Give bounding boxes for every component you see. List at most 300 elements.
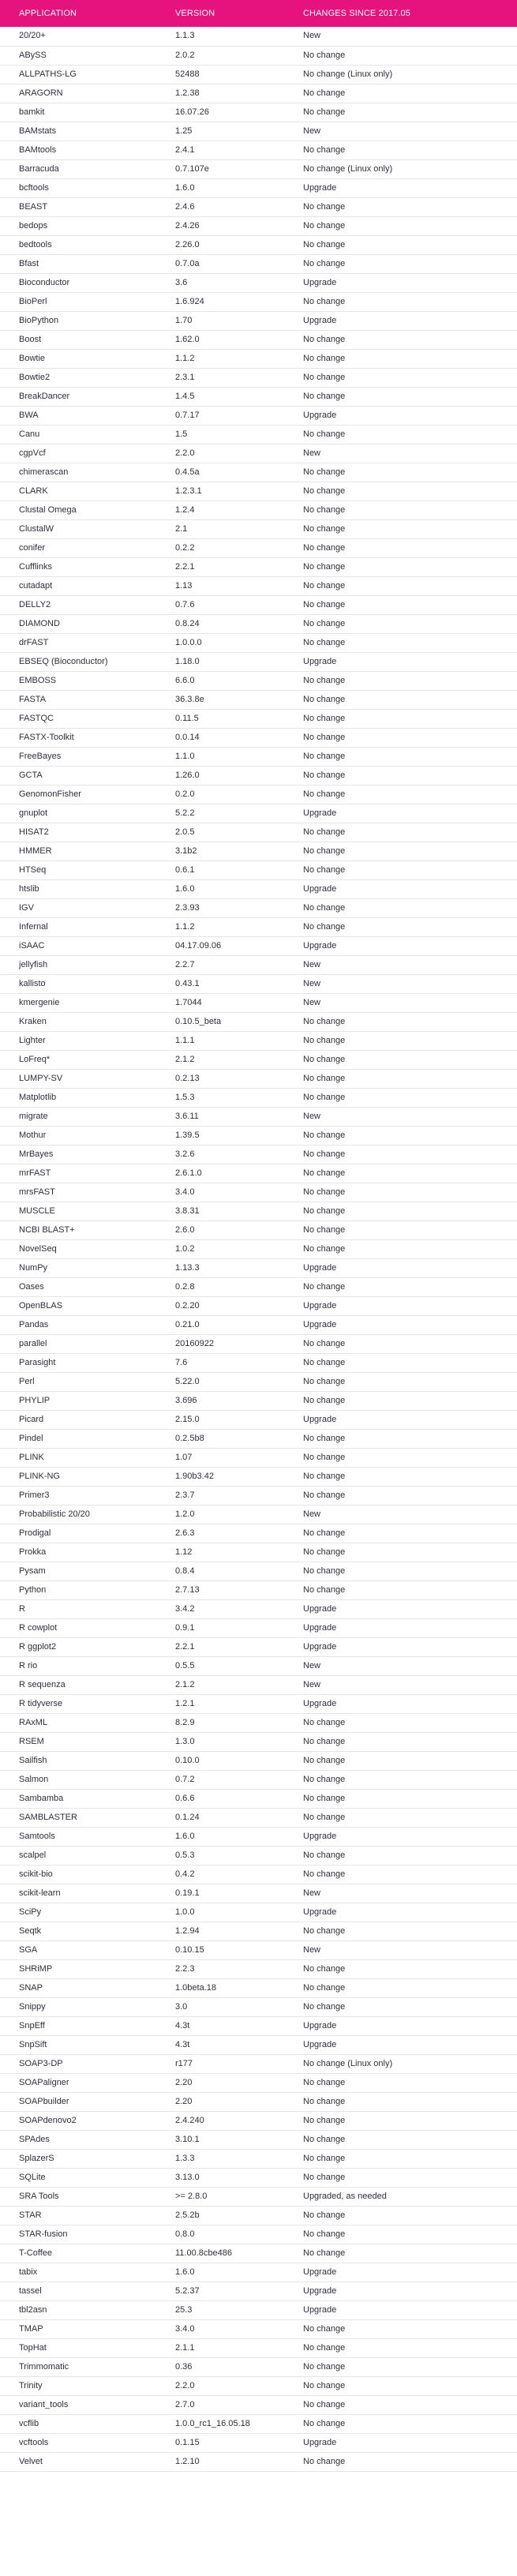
cell-version: 1.2.94: [158, 1922, 286, 1940]
table-row: [0, 2338, 517, 2357]
cell-version: 1.1.3: [158, 27, 286, 46]
cell-version: 0.8.0: [158, 2225, 286, 2244]
cell-application: RSEM: [0, 1732, 158, 1751]
table-row: [0, 936, 517, 955]
cell-version: 1.0.2: [158, 1239, 286, 1258]
table-row: [0, 804, 517, 823]
cell-change: No change: [286, 1770, 517, 1789]
table-row: [0, 1940, 517, 1959]
cell-version: 0.11.5: [158, 709, 286, 728]
cell-application: Trinity: [0, 2376, 158, 2395]
table-row: [0, 1239, 517, 1258]
cell-version: 2.6.3: [158, 1524, 286, 1543]
cell-application: ABySS: [0, 46, 158, 65]
table-row: [0, 159, 517, 178]
table-row: [0, 330, 517, 349]
cell-application: BAMtools: [0, 141, 158, 159]
cell-version: 1.25: [158, 122, 286, 141]
cell-change: No change: [286, 785, 517, 804]
cell-version: 0.21.0: [158, 1315, 286, 1334]
cell-change: No change: [286, 2395, 517, 2414]
cell-version: 5.2.37: [158, 2282, 286, 2300]
cell-change: Upgrade: [286, 311, 517, 330]
cell-change: New: [286, 993, 517, 1012]
cell-version: 3.4.2: [158, 1599, 286, 1618]
table-row: [0, 1410, 517, 1429]
cell-change: No change: [286, 823, 517, 842]
cell-version: 2.6.0: [158, 1221, 286, 1239]
cell-application: Parasight: [0, 1353, 158, 1372]
table-row: [0, 103, 517, 122]
cell-application: 20/20+: [0, 27, 158, 46]
table-row: [0, 879, 517, 898]
table-row: [0, 2111, 517, 2130]
table-row: [0, 898, 517, 917]
cell-application: R cowplot: [0, 1618, 158, 1637]
cell-change: No change: [286, 197, 517, 216]
cell-application: migrate: [0, 1107, 158, 1126]
cell-version: 2.2.3: [158, 1959, 286, 1978]
cell-version: 0.7.2: [158, 1770, 286, 1789]
cell-version: 1.3.3: [158, 2149, 286, 2168]
cell-change: No change: [286, 463, 517, 482]
cell-version: 1.7044: [158, 993, 286, 1012]
cell-version: 4.3t: [158, 2035, 286, 2054]
cell-version: 3.696: [158, 1391, 286, 1410]
cell-change: No change: [286, 1467, 517, 1486]
cell-version: 2.20: [158, 2092, 286, 2111]
cell-application: FASTA: [0, 690, 158, 709]
cell-version: 6.6.0: [158, 671, 286, 690]
cell-application: GCTA: [0, 766, 158, 785]
cell-change: No change: [286, 1164, 517, 1183]
cell-version: 4.3t: [158, 2016, 286, 2035]
cell-application: vcflib: [0, 2414, 158, 2433]
cell-version: 1.2.3.1: [158, 482, 286, 501]
cell-change: No change: [286, 633, 517, 652]
table-row: [0, 1296, 517, 1315]
cell-version: 1.6.0: [158, 178, 286, 197]
cell-version: 3.4.0: [158, 2319, 286, 2338]
cell-version: 0.10.5_beta: [158, 1012, 286, 1031]
cell-application: NCBI BLAST+: [0, 1221, 158, 1239]
table-row: [0, 557, 517, 576]
table-row: [0, 1012, 517, 1031]
cell-version: 2.4.240: [158, 2111, 286, 2130]
cell-application: Bfast: [0, 254, 158, 273]
cell-version: 1.13: [158, 576, 286, 595]
cell-application: TopHat: [0, 2338, 158, 2357]
cell-change: New: [286, 444, 517, 463]
cell-version: 1.6.0: [158, 879, 286, 898]
table-row: [0, 576, 517, 595]
cell-application: scikit-bio: [0, 1865, 158, 1884]
cell-change: No change: [286, 501, 517, 519]
table-row: [0, 1656, 517, 1675]
cell-change: Upgrade: [286, 1694, 517, 1713]
cell-application: DIAMOND: [0, 614, 158, 633]
cell-application: EBSEQ (Bioconductor): [0, 652, 158, 671]
cell-application: Mothur: [0, 1126, 158, 1145]
cell-change: No change: [286, 1922, 517, 1940]
cell-version: 0.7.6: [158, 595, 286, 614]
cell-application: Clustal Omega: [0, 501, 158, 519]
cell-version: 25.3: [158, 2300, 286, 2319]
cell-application: scalpel: [0, 1846, 158, 1865]
table-row: [0, 178, 517, 197]
cell-application: Kraken: [0, 1012, 158, 1031]
table-row: [0, 1562, 517, 1580]
cell-version: 2.1.2: [158, 1050, 286, 1069]
cell-application: BWA: [0, 406, 158, 425]
cell-application: R: [0, 1599, 158, 1618]
cell-version: 0.6.6: [158, 1789, 286, 1808]
cell-version: 0.7.0a: [158, 254, 286, 273]
cell-application: Perl: [0, 1372, 158, 1391]
cell-change: No change: [286, 141, 517, 159]
cell-application: Picard: [0, 1410, 158, 1429]
cell-change: No change: [286, 690, 517, 709]
cell-version: 3.8.31: [158, 1202, 286, 1221]
cell-application: parallel: [0, 1334, 158, 1353]
table-row: [0, 1846, 517, 1865]
cell-application: SnpSift: [0, 2035, 158, 2054]
table-row: [0, 1221, 517, 1239]
cell-version: 1.90b3.42: [158, 1467, 286, 1486]
cell-change: Upgrade: [286, 804, 517, 823]
table-row: [0, 1751, 517, 1770]
cell-application: CLARK: [0, 482, 158, 501]
cell-version: 1.39.5: [158, 1126, 286, 1145]
cell-change: No change: [286, 1372, 517, 1391]
cell-version: 1.13.3: [158, 1258, 286, 1277]
table-row: [0, 955, 517, 974]
table-row: [0, 311, 517, 330]
cell-application: R sequenza: [0, 1675, 158, 1694]
cell-application: Oases: [0, 1277, 158, 1296]
cell-change: No change: [286, 103, 517, 122]
table-row: [0, 974, 517, 993]
cell-version: 2.2.0: [158, 444, 286, 463]
table-row: [0, 1088, 517, 1107]
cell-version: 2.0.5: [158, 823, 286, 842]
cell-change: No change: [286, 482, 517, 501]
cell-version: 1.07: [158, 1448, 286, 1467]
cell-version: 11.00.8cbe486: [158, 2244, 286, 2263]
cell-version: 2.6.1.0: [158, 1164, 286, 1183]
table-row: [0, 122, 517, 141]
table-row: [0, 1107, 517, 1126]
cell-application: TMAP: [0, 2319, 158, 2338]
cell-application: Bowtie: [0, 349, 158, 368]
table-row: [0, 2187, 517, 2206]
cell-application: GenomonFisher: [0, 785, 158, 804]
table-row: [0, 1770, 517, 1789]
cell-application: chimerascan: [0, 463, 158, 482]
table-row: [0, 1524, 517, 1543]
cell-change: No change: [286, 387, 517, 406]
table-row: [0, 2206, 517, 2225]
cell-application: Velvet: [0, 2452, 158, 2471]
cell-change: No change: [286, 1808, 517, 1827]
cell-version: 0.2.5b8: [158, 1429, 286, 1448]
cell-change: No change: [286, 1391, 517, 1410]
table-row: [0, 1543, 517, 1562]
cell-change: No change: [286, 1239, 517, 1258]
cell-application: HISAT2: [0, 823, 158, 842]
table-row: [0, 2016, 517, 2035]
table-row: [0, 538, 517, 557]
cell-application: Lighter: [0, 1031, 158, 1050]
table-row: [0, 235, 517, 254]
table-row: [0, 482, 517, 501]
cell-change: New: [286, 1884, 517, 1903]
cell-application: IGV: [0, 898, 158, 917]
cell-version: 3.0: [158, 1997, 286, 2016]
cell-application: Bowtie2: [0, 368, 158, 387]
cell-application: kmergenie: [0, 993, 158, 1012]
cell-change: Upgrade: [286, 1903, 517, 1922]
cell-application: R tidyverse: [0, 1694, 158, 1713]
cell-version: 0.0.14: [158, 728, 286, 747]
cell-application: Infernal: [0, 917, 158, 936]
cell-version: 8.2.9: [158, 1713, 286, 1732]
cell-change: No change: [286, 46, 517, 65]
table-row: [0, 1126, 517, 1145]
table-row: [0, 216, 517, 235]
cell-change: New: [286, 1675, 517, 1694]
table-row: [0, 2395, 517, 2414]
cell-version: 0.1.24: [158, 1808, 286, 1827]
cell-change: No change: [286, 538, 517, 557]
cell-application: drFAST: [0, 633, 158, 652]
cell-application: SQLite: [0, 2168, 158, 2187]
cell-application: HMMER: [0, 842, 158, 861]
cell-application: htslib: [0, 879, 158, 898]
cell-version: 2.1.2: [158, 1675, 286, 1694]
cell-change: Upgrade: [286, 652, 517, 671]
cell-change: Upgraded, as needed: [286, 2187, 517, 2206]
table-row: [0, 1599, 517, 1618]
cell-application: SnpEff: [0, 2016, 158, 2035]
table-row: [0, 1486, 517, 1505]
cell-change: No change (Linux only): [286, 65, 517, 84]
cell-application: R rio: [0, 1656, 158, 1675]
table-row: [0, 2357, 517, 2376]
cell-version: 2.7.13: [158, 1580, 286, 1599]
cell-application: PLINK-NG: [0, 1467, 158, 1486]
cell-version: 0.36: [158, 2357, 286, 2376]
cell-application: conifer: [0, 538, 158, 557]
table-row: [0, 1675, 517, 1694]
cell-application: BEAST: [0, 197, 158, 216]
table-row: [0, 728, 517, 747]
table-row: [0, 1808, 517, 1827]
table-row: [0, 1164, 517, 1183]
cell-change: No change: [286, 2073, 517, 2092]
table-row: [0, 2282, 517, 2300]
table-row: [0, 1713, 517, 1732]
cell-application: Barracuda: [0, 159, 158, 178]
cell-change: No change: [286, 1353, 517, 1372]
cell-change: Upgrade: [286, 936, 517, 955]
cell-version: 0.2.0: [158, 785, 286, 804]
table-row: [0, 2092, 517, 2111]
cell-application: Boost: [0, 330, 158, 349]
table-row: [0, 2300, 517, 2319]
cell-application: tabix: [0, 2263, 158, 2282]
cell-change: No change: [286, 1429, 517, 1448]
cell-change: No change: [286, 747, 517, 766]
cell-application: bamkit: [0, 103, 158, 122]
cell-application: gnuplot: [0, 804, 158, 823]
table-row: [0, 1277, 517, 1296]
table-row: [0, 1050, 517, 1069]
cell-version: 0.2.13: [158, 1069, 286, 1088]
table-row: [0, 2263, 517, 2282]
cell-application: NovelSeq: [0, 1239, 158, 1258]
cell-application: STAR: [0, 2206, 158, 2225]
cell-version: 1.0beta.18: [158, 1978, 286, 1997]
table-row: [0, 463, 517, 482]
cell-application: mrsFAST: [0, 1183, 158, 1202]
cell-change: No change: [286, 1978, 517, 1997]
cell-version: 1.6.924: [158, 292, 286, 311]
cell-change: No change: [286, 1580, 517, 1599]
cell-version: 0.8.24: [158, 614, 286, 633]
cell-change: No change: [286, 1221, 517, 1239]
cell-change: Upgrade: [286, 2300, 517, 2319]
cell-application: Snippy: [0, 1997, 158, 2016]
cell-change: No change: [286, 2225, 517, 2244]
cell-application: NumPy: [0, 1258, 158, 1277]
cell-change: No change: [286, 1202, 517, 1221]
cell-version: 3.4.0: [158, 1183, 286, 1202]
cell-change: New: [286, 1940, 517, 1959]
cell-version: 0.1.15: [158, 2433, 286, 2452]
cell-version: 0.4.2: [158, 1865, 286, 1884]
cell-application: SRA Tools: [0, 2187, 158, 2206]
cell-change: No change: [286, 2319, 517, 2338]
cell-version: 1.12: [158, 1543, 286, 1562]
cell-version: 3.6: [158, 273, 286, 292]
cell-change: Upgrade: [286, 2016, 517, 2035]
table-row: [0, 519, 517, 538]
cell-change: Upgrade: [286, 1618, 517, 1637]
table-row: [0, 406, 517, 425]
table-row: [0, 84, 517, 103]
table-row: [0, 2073, 517, 2092]
table-row: [0, 861, 517, 879]
table-row: [0, 633, 517, 652]
cell-change: New: [286, 27, 517, 46]
table-row: [0, 2433, 517, 2452]
table-row: [0, 766, 517, 785]
cell-version: 1.1.0: [158, 747, 286, 766]
cell-change: No change: [286, 671, 517, 690]
cell-version: 2.4.26: [158, 216, 286, 235]
cell-version: 2.4.6: [158, 197, 286, 216]
cell-version: 1.2.38: [158, 84, 286, 103]
cell-version: 1.5.3: [158, 1088, 286, 1107]
table-row: [0, 1997, 517, 2016]
table-row: [0, 1827, 517, 1846]
cell-version: 0.5.3: [158, 1846, 286, 1865]
cell-change: No change: [286, 2414, 517, 2433]
cell-application: SHRiMP: [0, 1959, 158, 1978]
table-row: [0, 1865, 517, 1884]
cell-change: Upgrade: [286, 1827, 517, 1846]
cell-version: 2.0.2: [158, 46, 286, 65]
cell-application: EMBOSS: [0, 671, 158, 690]
cell-change: Upgrade: [286, 2263, 517, 2282]
table-row: [0, 2035, 517, 2054]
table-row: [0, 1467, 517, 1486]
table-row: [0, 1789, 517, 1808]
table-row: [0, 1391, 517, 1410]
table-row: [0, 709, 517, 728]
cell-application: R ggplot2: [0, 1637, 158, 1656]
cell-change: No change: [286, 917, 517, 936]
cell-version: 0.7.17: [158, 406, 286, 425]
cell-change: No change: [286, 842, 517, 861]
cell-change: No change: [286, 1012, 517, 1031]
cell-version: 7.6: [158, 1353, 286, 1372]
cell-version: 1.1.1: [158, 1031, 286, 1050]
cell-version: 04.17.09.06: [158, 936, 286, 955]
cell-change: Upgrade: [286, 406, 517, 425]
cell-change: No change: [286, 576, 517, 595]
cell-application: Probabilistic 20/20: [0, 1505, 158, 1524]
cell-change: No change: [286, 1524, 517, 1543]
cell-change: New: [286, 122, 517, 141]
cell-change: No change: [286, 254, 517, 273]
cell-change: No change: [286, 1277, 517, 1296]
table-row: [0, 1202, 517, 1221]
cell-version: 2.20: [158, 2073, 286, 2092]
cell-version: 0.6.1: [158, 861, 286, 879]
table-row: [0, 823, 517, 842]
table-row: [0, 197, 517, 216]
cell-version: 1.0.0_rc1_16.05.18: [158, 2414, 286, 2433]
cell-version: 2.3.93: [158, 898, 286, 917]
cell-version: 1.2.4: [158, 501, 286, 519]
table-row: [0, 2319, 517, 2338]
cell-application: Sambamba: [0, 1789, 158, 1808]
table-row: [0, 2168, 517, 2187]
cell-change: No change: [286, 519, 517, 538]
table-row: [0, 1353, 517, 1372]
cell-change: No change: [286, 2338, 517, 2357]
table-row: [0, 747, 517, 766]
cell-version: 1.2.0: [158, 1505, 286, 1524]
cell-application: MrBayes: [0, 1145, 158, 1164]
cell-change: No change: [286, 2168, 517, 2187]
cell-version: 1.2.10: [158, 2452, 286, 2471]
cell-change: Upgrade: [286, 1599, 517, 1618]
cell-version: 20160922: [158, 1334, 286, 1353]
cell-application: RAxML: [0, 1713, 158, 1732]
cell-change: Upgrade: [286, 1410, 517, 1429]
cell-application: BreakDancer: [0, 387, 158, 406]
cell-version: 0.2.8: [158, 1277, 286, 1296]
table-row: [0, 993, 517, 1012]
cell-change: No change: [286, 349, 517, 368]
cell-change: Upgrade: [286, 2433, 517, 2452]
cell-change: New: [286, 1107, 517, 1126]
cell-application: mrFAST: [0, 1164, 158, 1183]
table-row: [0, 785, 517, 804]
